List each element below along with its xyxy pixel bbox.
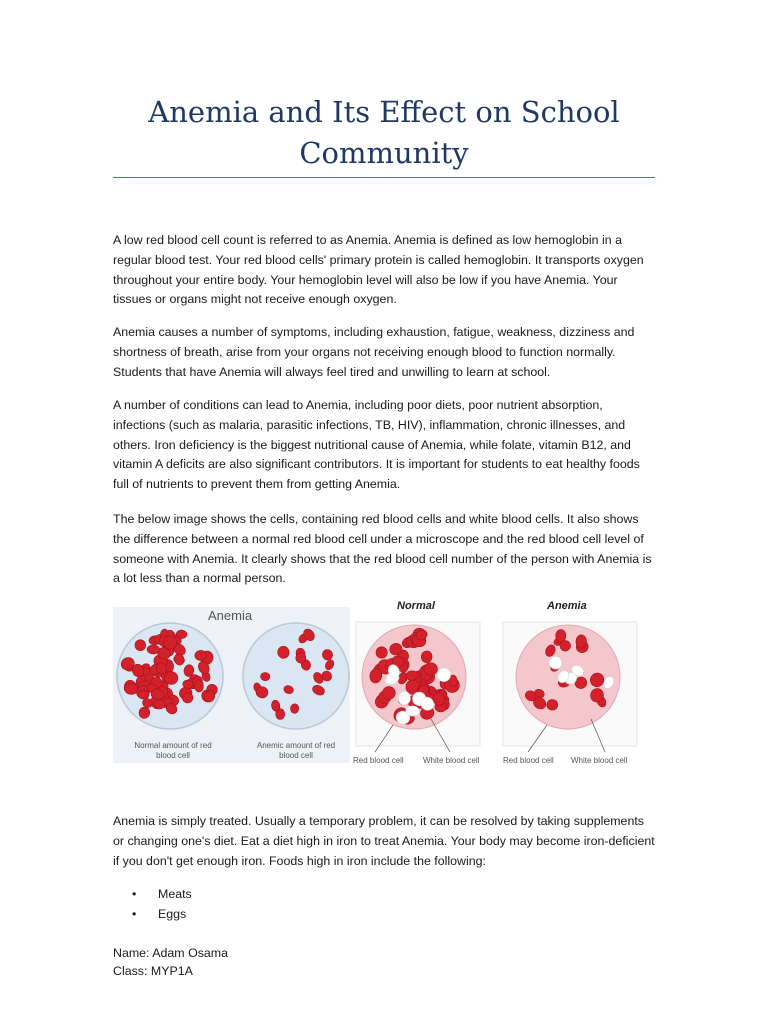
red-cell xyxy=(147,645,159,654)
author-name: Name: Adam Osama xyxy=(113,946,229,960)
paragraph-symptoms: Anemia causes a number of symptoms, including exhaustion, fatigue, weakness, dizziness and shortness of breath, arise from your organs not receiving enough blood to function normally. Students that have Anemia will always feel tired and unwilling to learn at school. xyxy=(113,325,635,379)
author-class: Class: MYP1A xyxy=(113,964,193,978)
bullet-icon: • xyxy=(132,907,137,921)
heading-anemia: Anemia xyxy=(547,600,587,612)
red-cell xyxy=(576,635,587,649)
document-title: Anemia and Its Effect on School Community xyxy=(148,95,620,170)
label-red-blood-cell-normal: Red blood cell xyxy=(353,756,404,765)
paragraph-image-description: The below image shows the cells, containing red blood cells and white blood cells. It also shows the difference between a normal red blood cell under a microscope and the red blood cell level of someone with Anemia. It clearly shows that the red blood cell number of the person with Anemia is a lot less than a normal person. xyxy=(113,512,652,586)
caption-normal-amount: Normal amount of red blood cell xyxy=(134,741,212,760)
heading-normal: Normal xyxy=(397,600,435,612)
list-item: • Eggs xyxy=(113,904,192,924)
blood-cell-comparison-figure xyxy=(113,597,643,769)
list-item: • Meats xyxy=(113,884,192,904)
iron-foods-list xyxy=(113,884,192,924)
label-white-blood-cell-normal: White blood cell xyxy=(423,756,480,765)
label-white-blood-cell-anemia: White blood cell xyxy=(571,756,628,765)
title-underline xyxy=(113,177,655,178)
bullet-icon: • xyxy=(132,887,137,901)
red-cell xyxy=(164,672,178,685)
figure-left-title: Anemia xyxy=(208,608,253,623)
red-cell xyxy=(163,636,177,650)
caption-anemic-amount: Anemic amount of red blood cell xyxy=(256,741,336,760)
paragraph-definition: A low red blood cell count is referred to as Anemia. Anemia is defined as low hemoglobin in a regular blood test. Your red blood cells' primary protein is called hemoglobin. It transports oxygen throughout your entire body. Your hemoglobin level will also be low if you have Anemia. Your tissues or organs might not receive enough oxygen. xyxy=(113,233,644,307)
paragraph-treatment: Anemia is simply treated. Usually a temporary problem, it can be resolved by taking supplements or changing one's diet. Eat a diet high in iron to treat Anemia. Your body may become iron-deficient if you don't get enough iron. Foods high in iron include the following: xyxy=(113,814,655,868)
paragraph-causes: A number of conditions can lead to Anemia, including poor diets, poor nutrient absorption, infections (such as malaria, parasitic infections, TB, HIV), inflammation, chronic illnesses, and others. Iron deficiency is the biggest nutritional cause of Anemia, while folate, vitamin B12, and vitamin A deficits are also significant contributors. It is important for students to eat healthy foods full of nutrients to prevent them from getting Anemia. xyxy=(113,398,640,492)
red-cell xyxy=(260,672,270,681)
label-red-blood-cell-anemia: Red blood cell xyxy=(503,756,554,765)
